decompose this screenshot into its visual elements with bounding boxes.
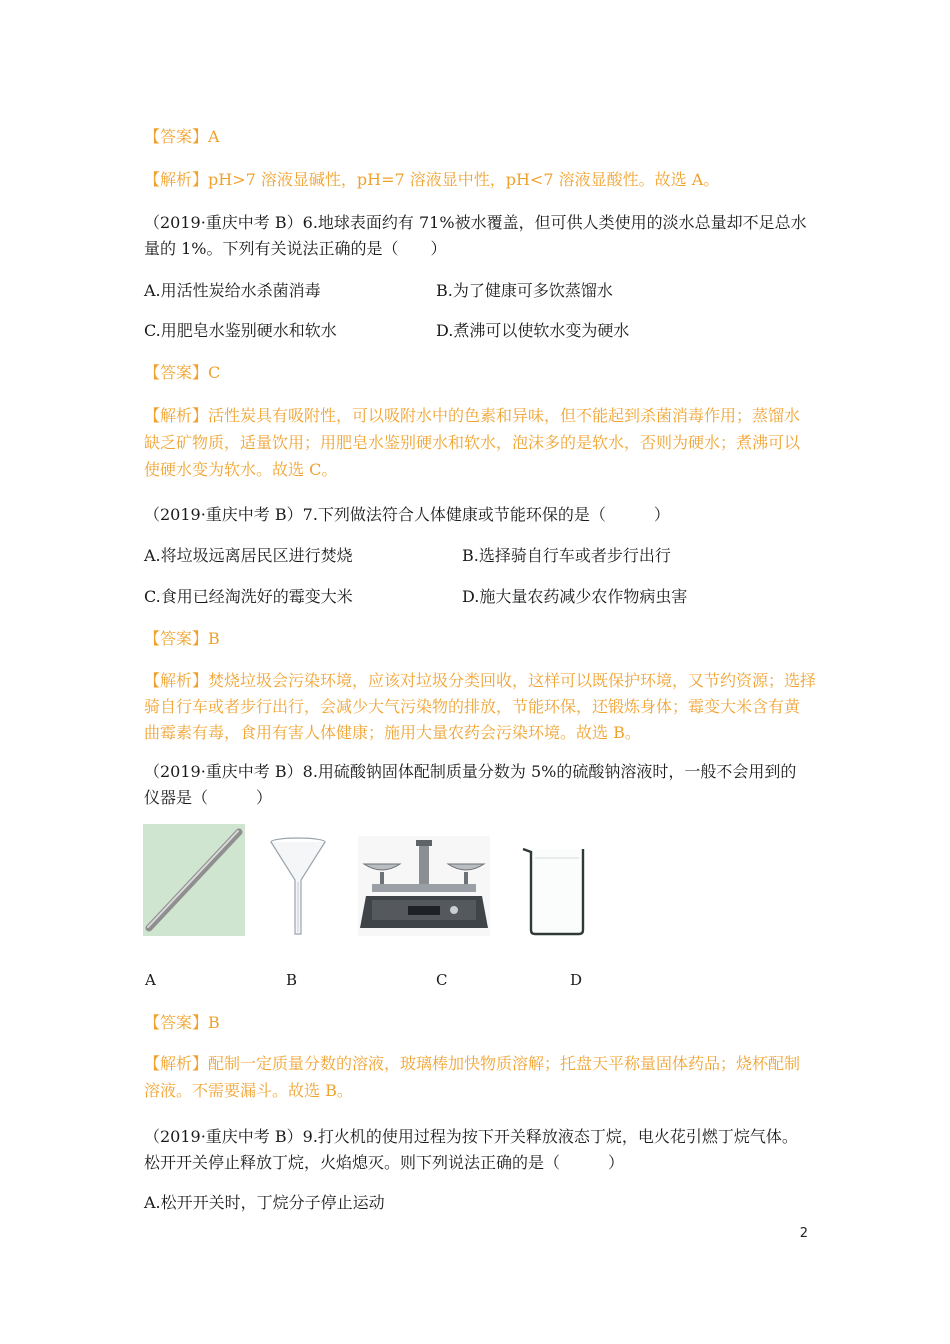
- q6-analysis-line2: 缺乏矿物质，适量饮用；用肥皂水鉴别硬水和软水，泡沫多的是软水，否则为硬水；煮沸可以: [144, 433, 801, 452]
- q8-analysis-line2: 溶液。不需要漏斗。故选 B。: [144, 1081, 353, 1100]
- q7-option-d: D.施大量农药减少农作物病虫害: [462, 587, 688, 606]
- q8-stem-line2: 仪器是（ ）: [144, 788, 273, 807]
- q7-analysis-line3: 曲霉素有毒，食用有害人体健康；施用大量农药会污染环境。故选 B。: [144, 723, 641, 742]
- q7-option-b: B.选择骑自行车或者步行出行: [462, 546, 671, 565]
- glass-rod-icon: [143, 824, 245, 936]
- q9-stem-line1: （2019·重庆中考 B）9.打火机的使用过程为按下开关释放液态丁烷，电火花引燃丁烷气体。: [144, 1127, 798, 1146]
- q9-stem-line2: 松开开关停止释放丁烷，火焰熄灭。则下列说法正确的是（ ）: [144, 1153, 625, 1172]
- q7-stem: （2019·重庆中考 B）7.下列做法符合人体健康或节能环保的是（ ）: [144, 505, 670, 524]
- figure-b-caption: B: [286, 971, 298, 989]
- q7-analysis-line2: 骑自行车或者步行出行，会减少大气污染物的排放，节能环保，还锻炼身体；霉变大米含有黄: [144, 697, 801, 716]
- q5-analysis: 【解析】pH>7 溶液显碱性，pH=7 溶液显中性，pH<7 溶液显酸性。故选 A。: [144, 170, 720, 189]
- q9-option-a: A.松开开关时，丁烷分子停止运动: [144, 1193, 385, 1212]
- page-number: 2: [799, 1226, 808, 1241]
- q7-analysis-line1: 【解析】焚烧垃圾会污染环境，应该对垃圾分类回收，这样可以既保护环境，又节约资源；选择: [144, 671, 817, 690]
- figure-d-caption: D: [570, 971, 583, 989]
- beaker-icon: [521, 846, 589, 936]
- funnel-icon: [266, 836, 330, 936]
- q7-answer: 【答案】B: [144, 629, 220, 648]
- figure-c: [358, 836, 490, 936]
- q8-stem-line1: （2019·重庆中考 B）8.用硫酸钠固体配制质量分数为 5%的硫酸钠溶液时，一般不会用到的: [144, 762, 797, 781]
- figure-a-caption: A: [145, 971, 156, 989]
- q6-option-b: B.为了健康可多饮蒸馏水: [436, 281, 613, 300]
- q8-answer: 【答案】B: [144, 1013, 220, 1032]
- q6-answer: 【答案】C: [144, 363, 221, 382]
- q6-stem-line2: 量的 1%。下列有关说法正确的是（ ）: [144, 239, 447, 258]
- q8-analysis-line1: 【解析】配制一定质量分数的溶液，玻璃棒加快物质溶解；托盘天平称量固体药品；烧杯配制: [144, 1054, 801, 1073]
- q6-option-c: C.用肥皂水鉴别硬水和软水: [144, 321, 337, 340]
- balance-scale-icon: [358, 836, 490, 936]
- figure-d: [521, 846, 589, 936]
- q6-analysis-line3: 使硬水变为软水。故选 C。: [144, 460, 338, 479]
- q7-option-a: A.将垃圾远离居民区进行焚烧: [144, 546, 353, 565]
- q6-option-a: A.用活性炭给水杀菌消毒: [144, 281, 321, 300]
- q7-option-c: C.食用已经淘洗好的霉变大米: [144, 587, 353, 606]
- q5-answer: 【答案】A: [144, 127, 220, 146]
- figure-b: [266, 836, 330, 936]
- q6-stem-line1: （2019·重庆中考 B）6.地球表面约有 71%被水覆盖，但可供人类使用的淡水总量却不足总水: [144, 213, 807, 232]
- figure-c-caption: C: [436, 971, 448, 989]
- q6-option-d: D.煮沸可以使软水变为硬水: [436, 321, 630, 340]
- q6-analysis-line1: 【解析】活性炭具有吸附性，可以吸附水中的色素和异味，但不能起到杀菌消毒作用；蒸馏水: [144, 406, 801, 425]
- figure-a: [143, 824, 245, 936]
